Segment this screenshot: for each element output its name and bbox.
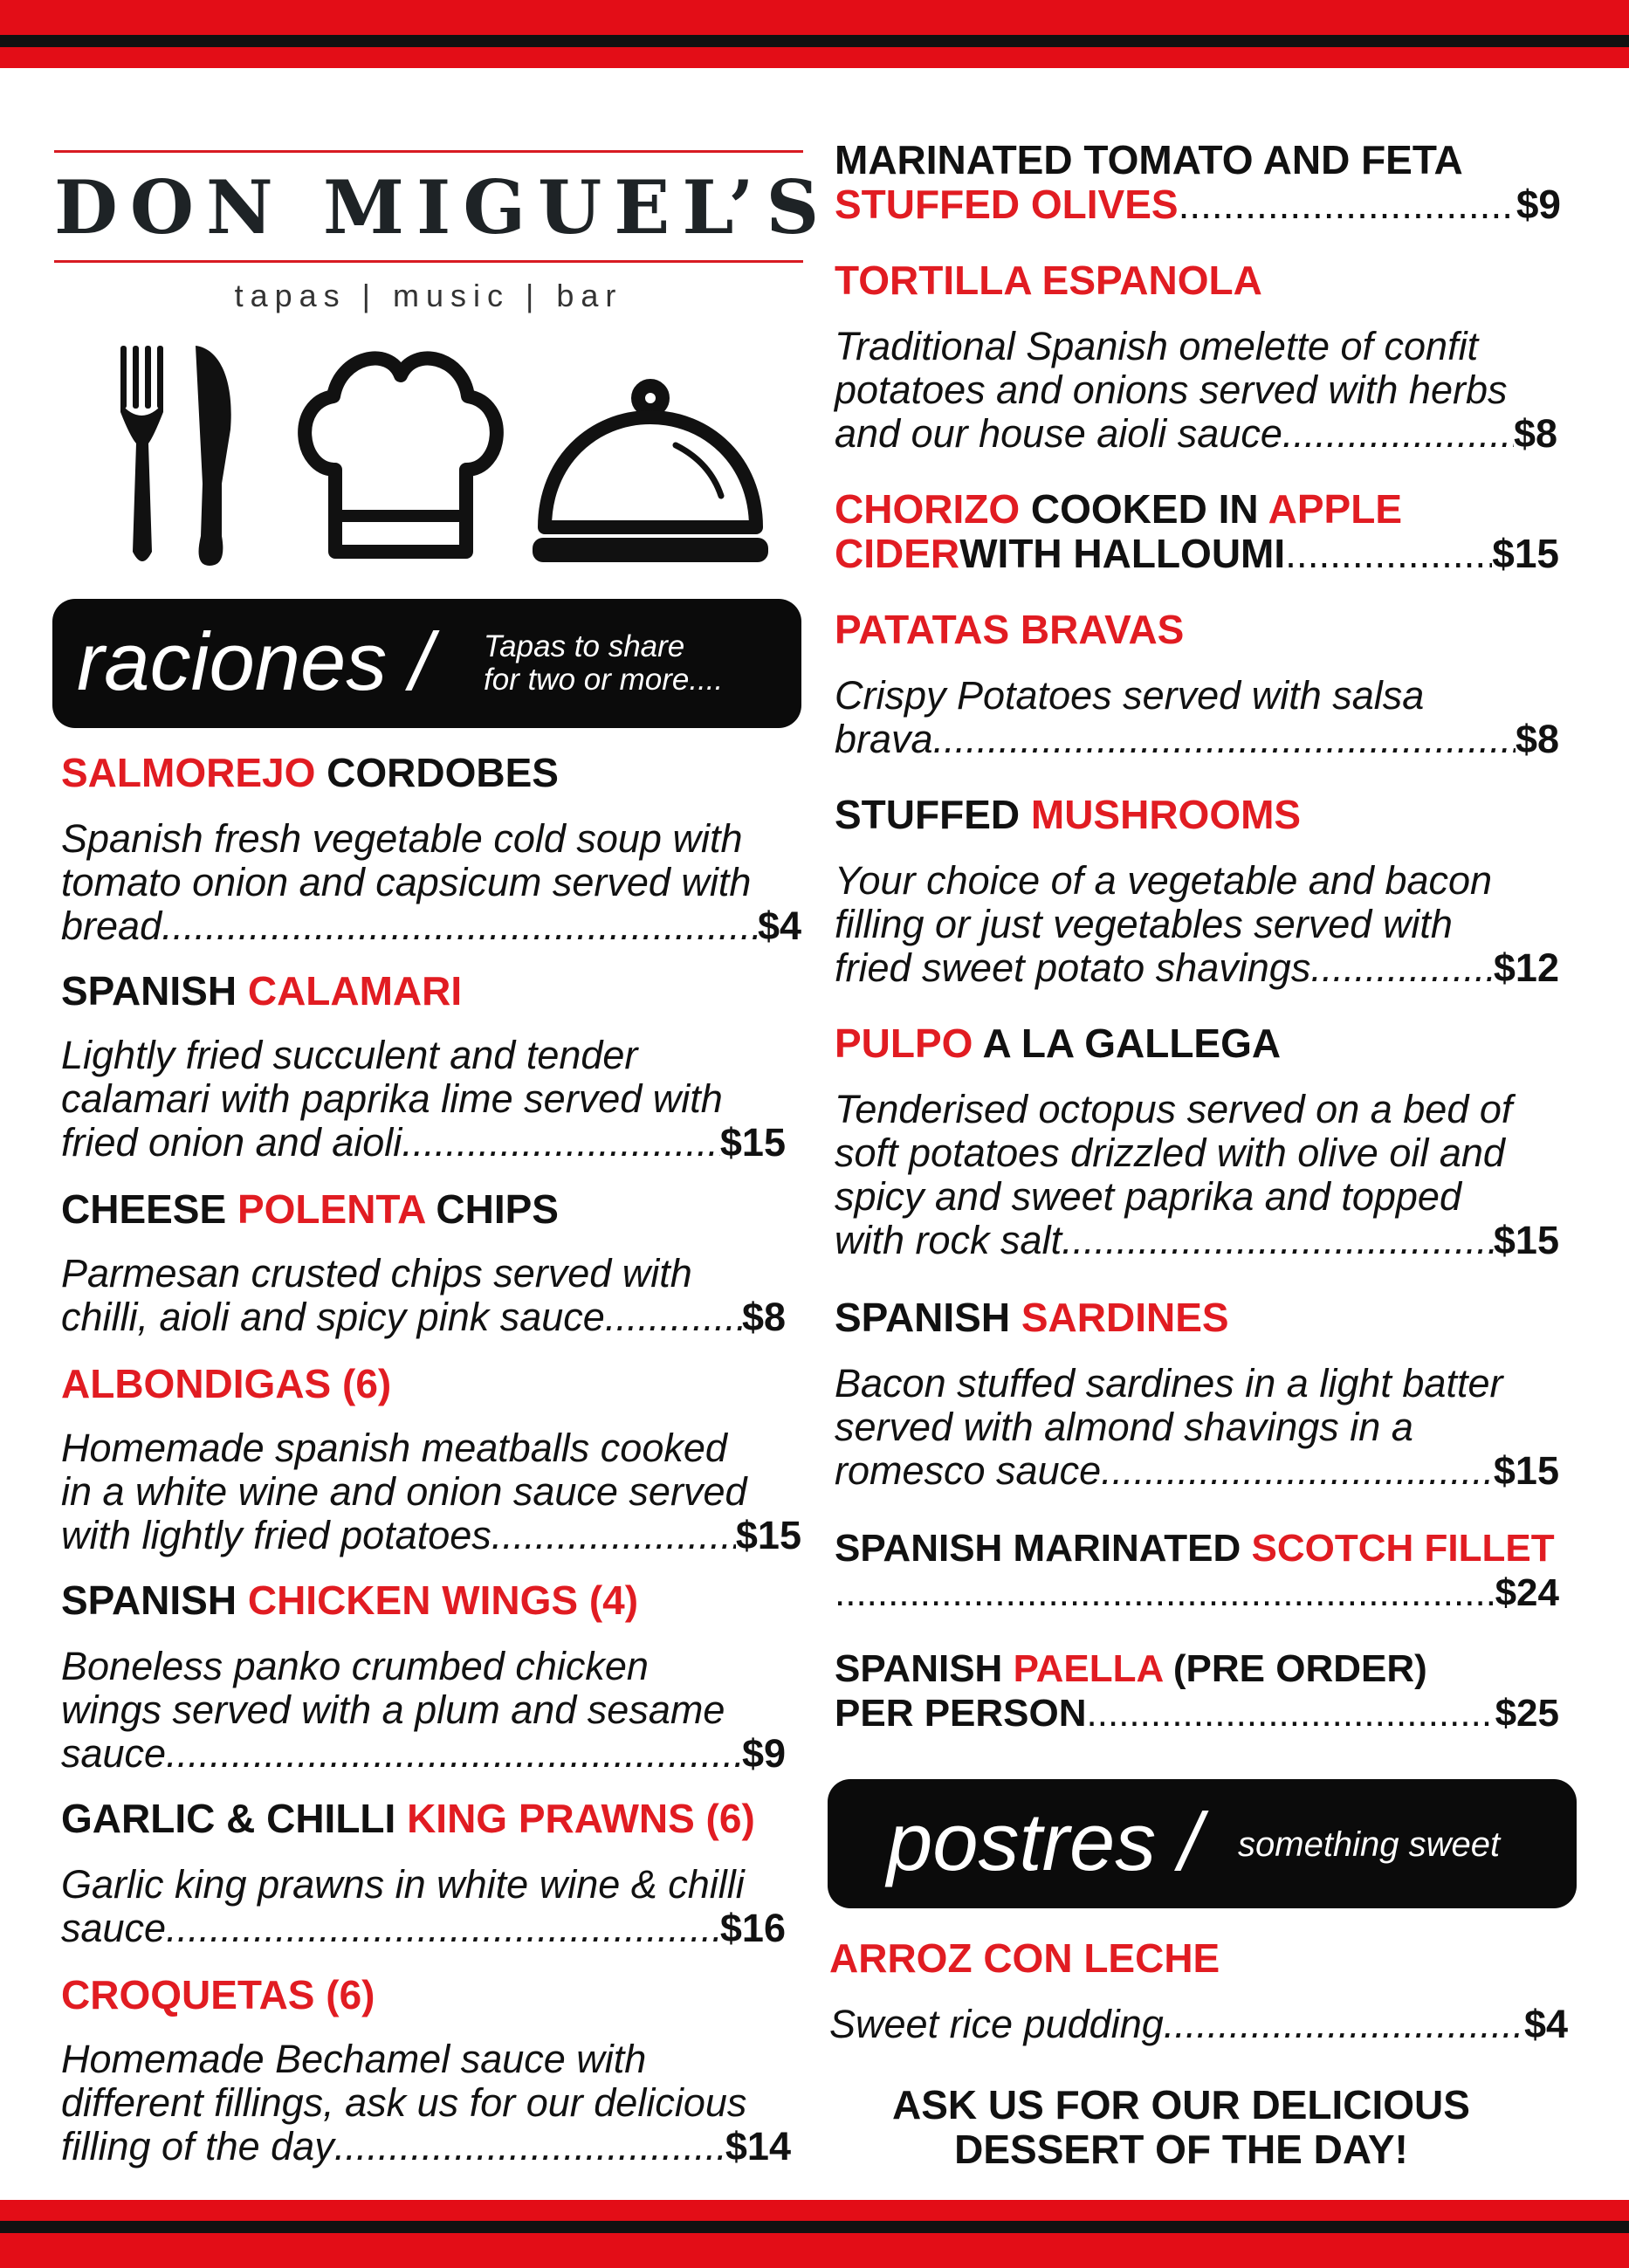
item-description: Your choice of a vegetable and bacon filling or just vegetables served with fried sweet potato shavings ..... $12 [835,859,1559,990]
section-title: raciones / [77,615,433,707]
item-description: Tenderised octopus served on a bed of soft potatoes drizzled with olive oil and spicy and sweet paprika and topped with rock salt ..... $15 [835,1088,1559,1262]
item-title: SPANISH MARINATED SCOTCH FILLET ..... $24 [835,1526,1559,1615]
section-subtitle: something sweet [1238,1825,1501,1864]
chef-hat-icon [286,339,515,567]
item-price: $4 [1523,2002,1568,2046]
item-description: Homemade Bechamel sauce with different fillings, ask us for our delicious filling of the day ..... $14 [61,2038,791,2168]
item-price: $14 [725,2124,791,2168]
item-description: Boneless panko crumbed chicken wings served with a plum and sesame sauce ..... $9 [61,1645,786,1776]
tagline: tapas | music | bar [234,278,623,313]
item-title: SALMOREJO CORDOBES [61,750,559,795]
item-title: SPANISH SARDINES [835,1295,1229,1340]
item-description: Sweet rice pudding ..... $4 [829,2003,1568,2046]
item-title: ARROZ CON LECHE [829,1935,1220,1981]
fork-knife-icon [113,342,244,571]
item-title: SPANISH CHICKEN WINGS (4) [61,1577,639,1623]
section-subtitle: Tapas to share for two or more.... [484,629,724,697]
item-price: $9 [741,1731,786,1776]
item-title: CROQUETAS (6) [61,1972,375,2017]
item-title: MARINATED TOMATO AND FETA STUFFED OLIVES ..... $9 [835,138,1561,227]
item-title: GARLIC & CHILLI KING PRAWNS (6) [61,1796,755,1841]
item-description: Traditional Spanish omelette of confit potatoes and onions served with herbs and our house aioli sauce ..... $8 [835,325,1557,456]
item-description: Crispy Potatoes served with salsa brava ..... $8 [835,674,1559,761]
section-header-postres [828,1779,1577,1908]
item-description: Bacon stuffed sardines in a light batter served with almond shavings in a romesco sauce ..... $15 [835,1362,1559,1493]
item-price: $15 [1492,531,1559,576]
item-price: $8 [1513,411,1557,456]
item-price: $9 [1516,182,1561,227]
item-title: CHEESE POLENTA CHIPS [61,1186,559,1232]
item-description: Lightly fried succulent and tender calamari with paprika lime served with fried onion and aioli ..... $15 [61,1034,786,1165]
item-price: $15 [719,1120,786,1165]
item-price: $4 [757,904,801,948]
section-header-raciones [52,599,801,728]
item-price: $24 [1495,1571,1559,1614]
item-price: $15 [1493,1218,1559,1262]
item-title: CHORIZO COOKED IN APPLE CIDER WITH HALLOUMI ..... $15 [835,487,1559,576]
item-price: $12 [1493,945,1559,990]
item-description: Spanish fresh vegetable cold soup with tomato onion and capsicum served with bread ..... $4 [61,817,801,948]
logo-rule-top [54,150,803,153]
item-title: ALBONDIGAS (6) [61,1361,392,1406]
top-border [0,0,1629,68]
brand-name: DON MIGUEL’S [54,164,832,251]
item-title: PULPO A LA GALLEGA [835,1021,1282,1066]
item-title: SPANISH PAELLA (PRE ORDER) PER PERSON ..... $25 [835,1646,1559,1735]
item-title: STUFFED MUSHROOMS [835,792,1302,837]
item-price: $15 [1493,1448,1559,1493]
item-price: $25 [1495,1692,1559,1735]
item-price: $15 [735,1513,801,1557]
dessert-of-the-day-note: ASK US FOR OUR DELICIOUS DESSERT OF THE DAY! [892,2082,1470,2172]
item-description: Homemade spanish meatballs cooked in a white wine and onion sauce served with lightly fried potatoes ..... $15 [61,1426,801,1557]
item-price: $16 [719,1906,786,1950]
logo-rule-bottom [54,260,803,263]
item-title: PATATAS BRAVAS [835,607,1185,652]
item-price: $8 [741,1295,786,1339]
bottom-border-stripe [0,2221,1629,2233]
bottom-border [0,2200,1629,2268]
top-border-stripe [0,35,1629,47]
item-price: $8 [1515,717,1559,761]
item-description: Parmesan crusted chips served with chilli, aioli and spicy pink sauce ..... $8 [61,1252,786,1339]
item-title: SPANISH CALAMARI [61,968,463,1014]
section-title: postres / [887,1796,1202,1887]
item-description: Garlic king prawns in white wine & chilli sauce ..... $16 [61,1863,786,1950]
cloche-icon [527,377,773,574]
item-title: TORTILLA ESPANOLA [835,258,1262,303]
